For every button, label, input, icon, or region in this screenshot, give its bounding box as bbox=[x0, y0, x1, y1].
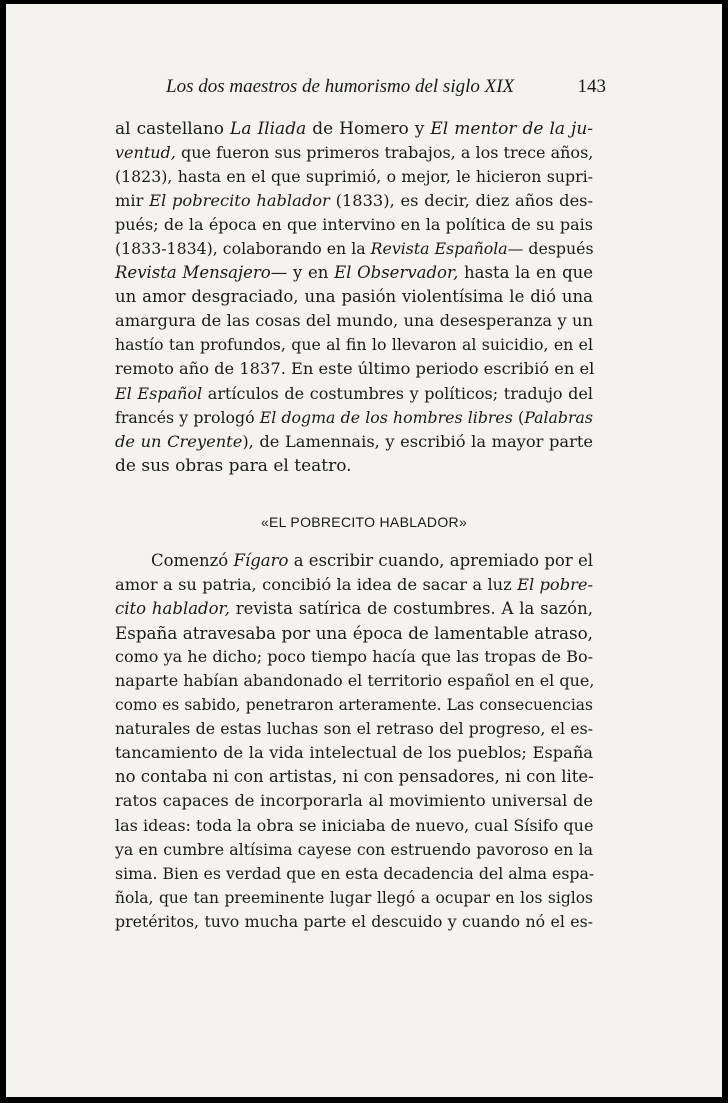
text-line: tancamiento de la vida intelectual de los pueblos; España bbox=[115, 743, 593, 763]
paragraph-1 bbox=[115, 117, 593, 478]
text-line: francés y prologó El dogma de los hombres libres (Palabras bbox=[115, 407, 593, 427]
text-line: las ideas: toda la obra se iniciaba de nuevo, cual Sísifo que bbox=[115, 815, 594, 835]
text-line: pretéritos, tuvo mucha parte el descuido y cuando nó el es- bbox=[115, 911, 593, 931]
running-header bbox=[166, 76, 606, 98]
text-line: mir El pobrecito hablador (1833), es decir, diez años des- bbox=[115, 191, 594, 211]
text-line: como ya he dicho; poco tiempo hacía que las tropas de Bo- bbox=[115, 647, 593, 667]
text-line: (1823), hasta en el que suprimió, o mejor, le hicieron supri- bbox=[115, 167, 593, 187]
text-line: un amor desgraciado, una pasión violentísima le dió una bbox=[115, 287, 593, 307]
text-line: de un Creyente), de Lamennais, y escribió la mayor parte bbox=[115, 431, 593, 451]
section-title: «EL POBRECITO HABLADOR» bbox=[260, 514, 468, 530]
text-line: ya en cumbre altísima cayese con estruendo pavoroso en la bbox=[115, 839, 593, 859]
text-line: remoto año de 1837. En este último periodo escribió en el bbox=[115, 359, 595, 379]
book-page bbox=[6, 4, 722, 1097]
text-line: ratos capaces de incorporarla al movimiento universal de bbox=[115, 791, 593, 811]
text-line: Revista Mensajero— y en El Observador, hasta la en que bbox=[115, 263, 594, 283]
text-line: ventud, que fueron sus primeros trabajos, a los trece años, bbox=[115, 143, 594, 163]
text-line: no contaba ni con artistas, ni con pensadores, ni con lite- bbox=[115, 767, 594, 787]
text-line: ñola, que tan preeminente lugar llegó a ocupar en los siglos bbox=[115, 888, 593, 907]
text-line: amor a su patria, concibió la idea de sacar a luz El pobre- bbox=[115, 575, 593, 595]
text-line: España atravesaba por una época de lamentable atraso, bbox=[115, 623, 593, 644]
text-line: naparte habían abandonado el territorio español en el que, bbox=[115, 671, 595, 691]
page-number: 143 bbox=[577, 76, 606, 97]
text-line: sima. Bien es verdad que en esta decadencia del alma espa- bbox=[115, 863, 595, 883]
text-line: (1833-1834), colaborando en la Revista Española— después bbox=[115, 239, 594, 259]
text-line: naturales de estas luchas son el retraso del progreso, el es- bbox=[115, 719, 593, 739]
text-line: pués; de la época en que intervino en la política de su pais bbox=[115, 215, 593, 235]
text-line: Comenzó Fígaro a escribir cuando, apremiado por el bbox=[151, 551, 594, 570]
text-line: amargura de las cosas del mundo, una desesperanza y un bbox=[115, 311, 593, 331]
text-line: de sus obras para el teatro. bbox=[115, 455, 352, 476]
running-title: Los dos maestros de humorismo del siglo XIX bbox=[166, 76, 515, 97]
text-line: como es sabido, penetraron arteramente. Las consecuencias bbox=[115, 696, 593, 715]
text-line: hastío tan profundos, que al fin lo llevaron al suicidio, en el bbox=[115, 335, 593, 355]
text-line: cito hablador, revista satírica de costumbres. A la sazón, bbox=[115, 599, 593, 619]
text-line: El Español artículos de costumbres y políticos; tradujo del bbox=[115, 383, 593, 403]
text-line: al castellano La Iliada de Homero y El mentor de la ju- bbox=[115, 119, 594, 139]
paragraph-2 bbox=[115, 549, 593, 934]
